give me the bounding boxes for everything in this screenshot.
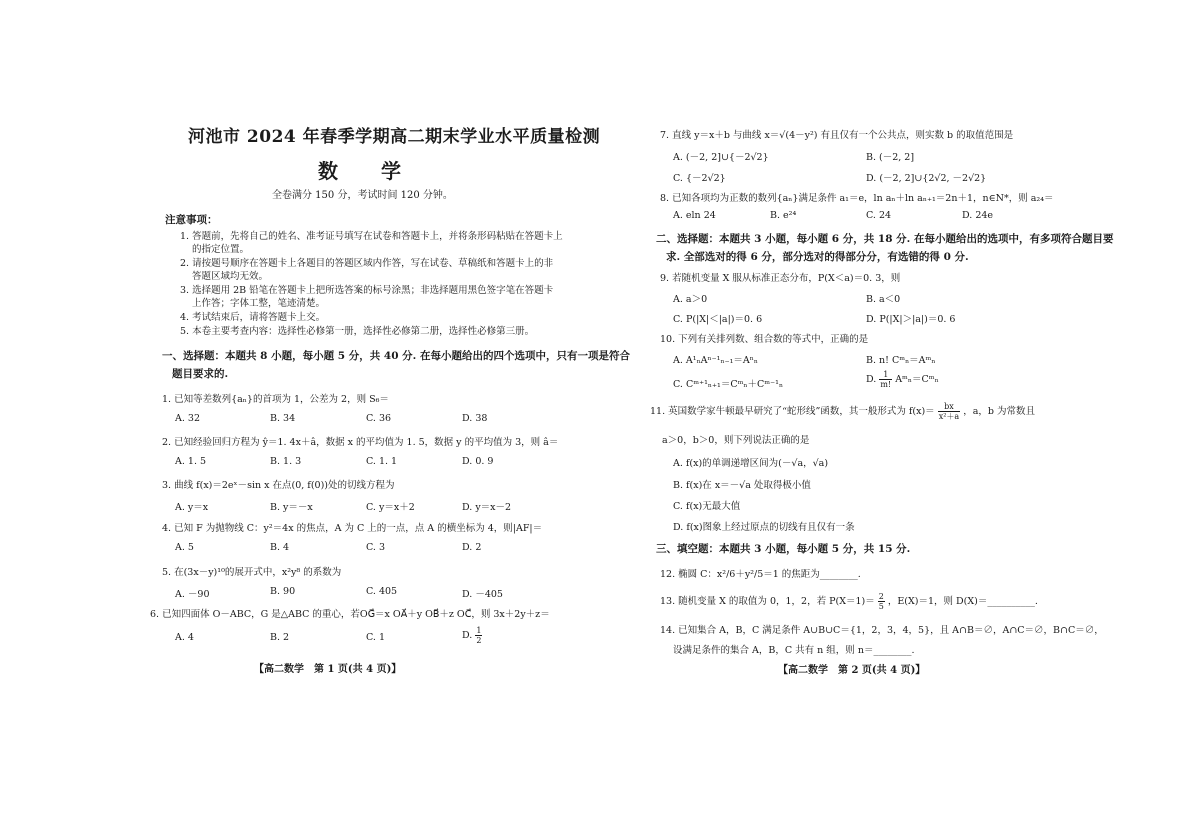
question-11 xyxy=(650,402,1035,421)
fraction-numerator: 1 xyxy=(476,626,482,635)
exam-meta: 全卷满分 150 分，考试时间 120 分钟。 xyxy=(272,190,453,201)
question-14: 14. 已知集合 A，B，C 满足条件 A∪B∪C＝{1，2，3，4，5}，且 A∩B＝∅，A∩C＝∅，B∩C＝∅， xyxy=(660,625,1104,636)
question-2: 2. 已知经验回归方程为 ŷ＝1. 4x＋â，数据 x 的平均值为 1. 5，数据 y 的平均值为 3，则 â＝ xyxy=(162,437,559,448)
q10-option-d-label: D. xyxy=(866,374,877,385)
q10-option-d-fraction xyxy=(879,370,892,389)
question-8: 8. 已知各项均为正数的数列{aₙ}满足条件 a₁＝e，ln aₙ＋ln aₙ₊₁＝2n＋1，n∈N*，则 a₂₄＝ xyxy=(660,193,1054,204)
question-4: 4. 已知 F 为抛物线 C：y²＝4x 的焦点，A 为 C 上的一点，点 A 的横坐标为 4，则|AF|＝ xyxy=(162,523,543,534)
q6-option-b: B. 2 xyxy=(270,632,290,643)
q8-option-a: A. eln 24 xyxy=(673,210,716,221)
notice-line: 5. 本卷主要考查内容：选择性必修第一册，选择性必修第二册，选择性必修第三册。 xyxy=(180,326,535,337)
q1-option-a: A. 32 xyxy=(175,413,200,424)
q11-option-b: B. f(x)在 x＝－√a 处取得极小值 xyxy=(673,480,811,491)
notice-line: 2. 请按题号顺序在答题卡上各题目的答题区域内作答，写在试卷、草稿纸和答题卡上的非 xyxy=(180,258,554,269)
q9-option-c: C. P(|X|＜|a|)＝0. 6 xyxy=(673,314,763,325)
q11-option-c: C. f(x)无最大值 xyxy=(673,501,741,512)
question-5: 5. 在(3x－y)¹⁰的展开式中，x²y⁸ 的系数为 xyxy=(162,567,342,578)
notice-line: 答题区域均无效。 xyxy=(192,271,269,282)
fraction-numerator: 1 xyxy=(879,370,892,380)
question-6: 6. 已知四面体 O－ABC，G 是△ABC 的重心，若OG⃗＝x OA⃗＋y OB⃗＋z OC⃗，则 3x＋2y＋z＝ xyxy=(150,609,550,620)
q11-text-a: 11. 英国数学家牛顿最早研究了“蛇形线”函数，其一般形式为 f(x)＝ xyxy=(650,406,935,417)
q2-option-d: D. 0. 9 xyxy=(462,456,494,467)
q5-option-d: D. －405 xyxy=(462,589,503,600)
q5-option-b: B. 90 xyxy=(270,586,296,597)
q10-option-d xyxy=(866,370,939,389)
q7-option-d: D. (－2, 2]∪{2√2, －2√2} xyxy=(866,173,987,184)
question-12: 12. 椭圆 C：x²/6＋y²/5＝1 的焦距为________. xyxy=(660,569,861,580)
question-13 xyxy=(660,592,1038,611)
notice-line: 1. 答题前，先将自己的姓名、准考证号填写在试卷和答题卡上，并将条形码粘贴在答题卡上 xyxy=(180,231,563,242)
q6-option-d-fraction xyxy=(475,626,482,645)
q4-option-a: A. 5 xyxy=(175,542,194,553)
q10-option-d-tail: Aᵐₙ＝Cᵐₙ xyxy=(895,374,939,385)
q4-option-c: C. 3 xyxy=(366,542,386,553)
q11-text-b: ，a，b 为常数且 xyxy=(963,406,1035,417)
q8-option-b: B. e²⁴ xyxy=(770,210,797,221)
section-2-heading-cont: 求. 全部选对的得 6 分，部分选对的得部分分，有选错的得 0 分. xyxy=(666,251,969,263)
q13-text-b: ，E(X)＝1，则 D(X)＝__________. xyxy=(887,596,1038,607)
q6-option-d-label: D. xyxy=(462,630,473,641)
q9-option-a: A. a＞0 xyxy=(673,294,708,305)
q2-option-b: B. 1. 3 xyxy=(270,456,302,467)
section-1-heading: 一、选择题：本题共 8 小题，每小题 5 分，共 40 分. 在每小题给出的四个选项中，只有一项是符合 xyxy=(162,350,630,362)
q10-option-c: C. Cᵐ⁺¹ₙ₊₁＝Cᵐₙ＋Cᵐ⁻¹ₙ xyxy=(673,379,784,390)
q4-option-d: D. 2 xyxy=(462,542,482,553)
q9-option-d: D. P(|X|＞|a|)＝0. 6 xyxy=(866,314,956,325)
q11-option-a: A. f(x)的单调递增区间为(－√a，√a) xyxy=(673,458,829,469)
q3-option-c: C. y＝x＋2 xyxy=(366,502,415,513)
q6-option-a: A. 4 xyxy=(175,632,194,643)
page-2-footer: 【高二数学 第 2 页(共 4 页)】 xyxy=(778,665,926,676)
exam-page-2 xyxy=(600,0,1200,830)
q7-option-b: B. (－2, 2] xyxy=(866,152,915,163)
q13-text-a: 13. 随机变量 X 的取值为 0，1，2，若 P(X＝1)＝ xyxy=(660,596,875,607)
notice-line: 4. 考试结束后，请将答题卡上交。 xyxy=(180,312,326,323)
question-7: 7. 直线 y＝x＋b 与曲线 x＝√(4－y²) 有且仅有一个公共点，则实数 b 的取值范围是 xyxy=(660,130,1014,141)
question-10: 10. 下列有关排列数、组合数的等式中，正确的是 xyxy=(660,334,869,345)
fraction-numerator: bx xyxy=(938,402,961,412)
q4-option-b: B. 4 xyxy=(270,542,290,553)
question-3: 3. 曲线 f(x)＝2eˣ－sin x 在点(0, f(0))处的切线方程为 xyxy=(162,480,395,491)
fraction-numerator: 2 xyxy=(878,592,884,601)
q9-option-b: B. a＜0 xyxy=(866,294,901,305)
q8-option-d: D. 24e xyxy=(962,210,994,221)
q5-option-a: A. －90 xyxy=(175,589,210,600)
q8-option-c: C. 24 xyxy=(866,210,892,221)
q2-option-a: A. 1. 5 xyxy=(175,456,207,467)
notice-line: 上作答；字体工整，笔迹清楚。 xyxy=(192,298,326,309)
section-3-heading: 三、填空题：本题共 3 小题，每小题 5 分，共 15 分. xyxy=(656,543,911,555)
q6-option-c: C. 1 xyxy=(366,632,386,643)
fraction-denominator: m! xyxy=(880,380,892,389)
q3-option-a: A. y＝x xyxy=(175,502,209,513)
section-2-heading: 二、选择题：本题共 3 小题，每小题 6 分，共 18 分. 在每小题给出的选项中，有多项符合题目要 xyxy=(656,233,1114,245)
fraction-denominator: x²＋a xyxy=(938,412,960,421)
question-1: 1. 已知等差数列{aₙ}的首项为 1，公差为 2，则 S₆＝ xyxy=(162,394,389,405)
q11-option-d: D. f(x)图象上经过原点的切线有且仅有一条 xyxy=(673,522,855,533)
q7-option-c: C. {－2√2} xyxy=(673,173,726,184)
notice-line: 的指定位置。 xyxy=(192,244,250,255)
q3-option-d: D. y＝x－2 xyxy=(462,502,512,513)
notice-line: 3. 选择题用 2B 铅笔在答题卡上把所选答案的标号涂黑；非选择题用黑色签字笔在答题卡 xyxy=(180,285,554,296)
q2-option-c: C. 1. 1 xyxy=(366,456,398,467)
q5-option-c: C. 405 xyxy=(366,586,398,597)
q1-option-b: B. 34 xyxy=(270,413,296,424)
subject-heading: 数 学 xyxy=(318,159,419,183)
question-9: 9. 若随机变量 X 服从标准正态分布，P(X＜a)＝0. 3，则 xyxy=(660,273,901,284)
q13-fraction xyxy=(878,592,885,611)
q6-option-d xyxy=(462,626,482,645)
q7-option-a: A. (－2, 2]∪{－2√2} xyxy=(673,152,769,163)
section-1-heading-cont: 题目要求的. xyxy=(172,368,229,380)
question-14-cont: 设满足条件的集合 A，B，C 共有 n 组，则 n＝________. xyxy=(673,645,915,656)
fraction-denominator: 5 xyxy=(878,602,884,611)
page-1-footer: 【高二数学 第 1 页(共 4 页)】 xyxy=(254,664,402,675)
q10-option-a: A. A¹ₙAⁿ⁻¹ₙ₋₁＝Aⁿₙ xyxy=(673,355,758,366)
fraction-denominator: 2 xyxy=(476,636,482,645)
notice-heading: 注意事项： xyxy=(165,214,218,226)
q1-option-c: C. 36 xyxy=(366,413,392,424)
q1-option-d: D. 38 xyxy=(462,413,488,424)
q10-option-b: B. n! Cᵐₙ＝Aᵐₙ xyxy=(866,355,936,366)
question-11-cont: a＞0，b＞0，则下列说法正确的是 xyxy=(662,435,810,446)
exam-title: 河池市 2024 年春季学期高二期末学业水平质量检测 xyxy=(188,127,601,147)
q3-option-b: B. y＝－x xyxy=(270,502,313,513)
q11-fraction xyxy=(938,402,961,421)
